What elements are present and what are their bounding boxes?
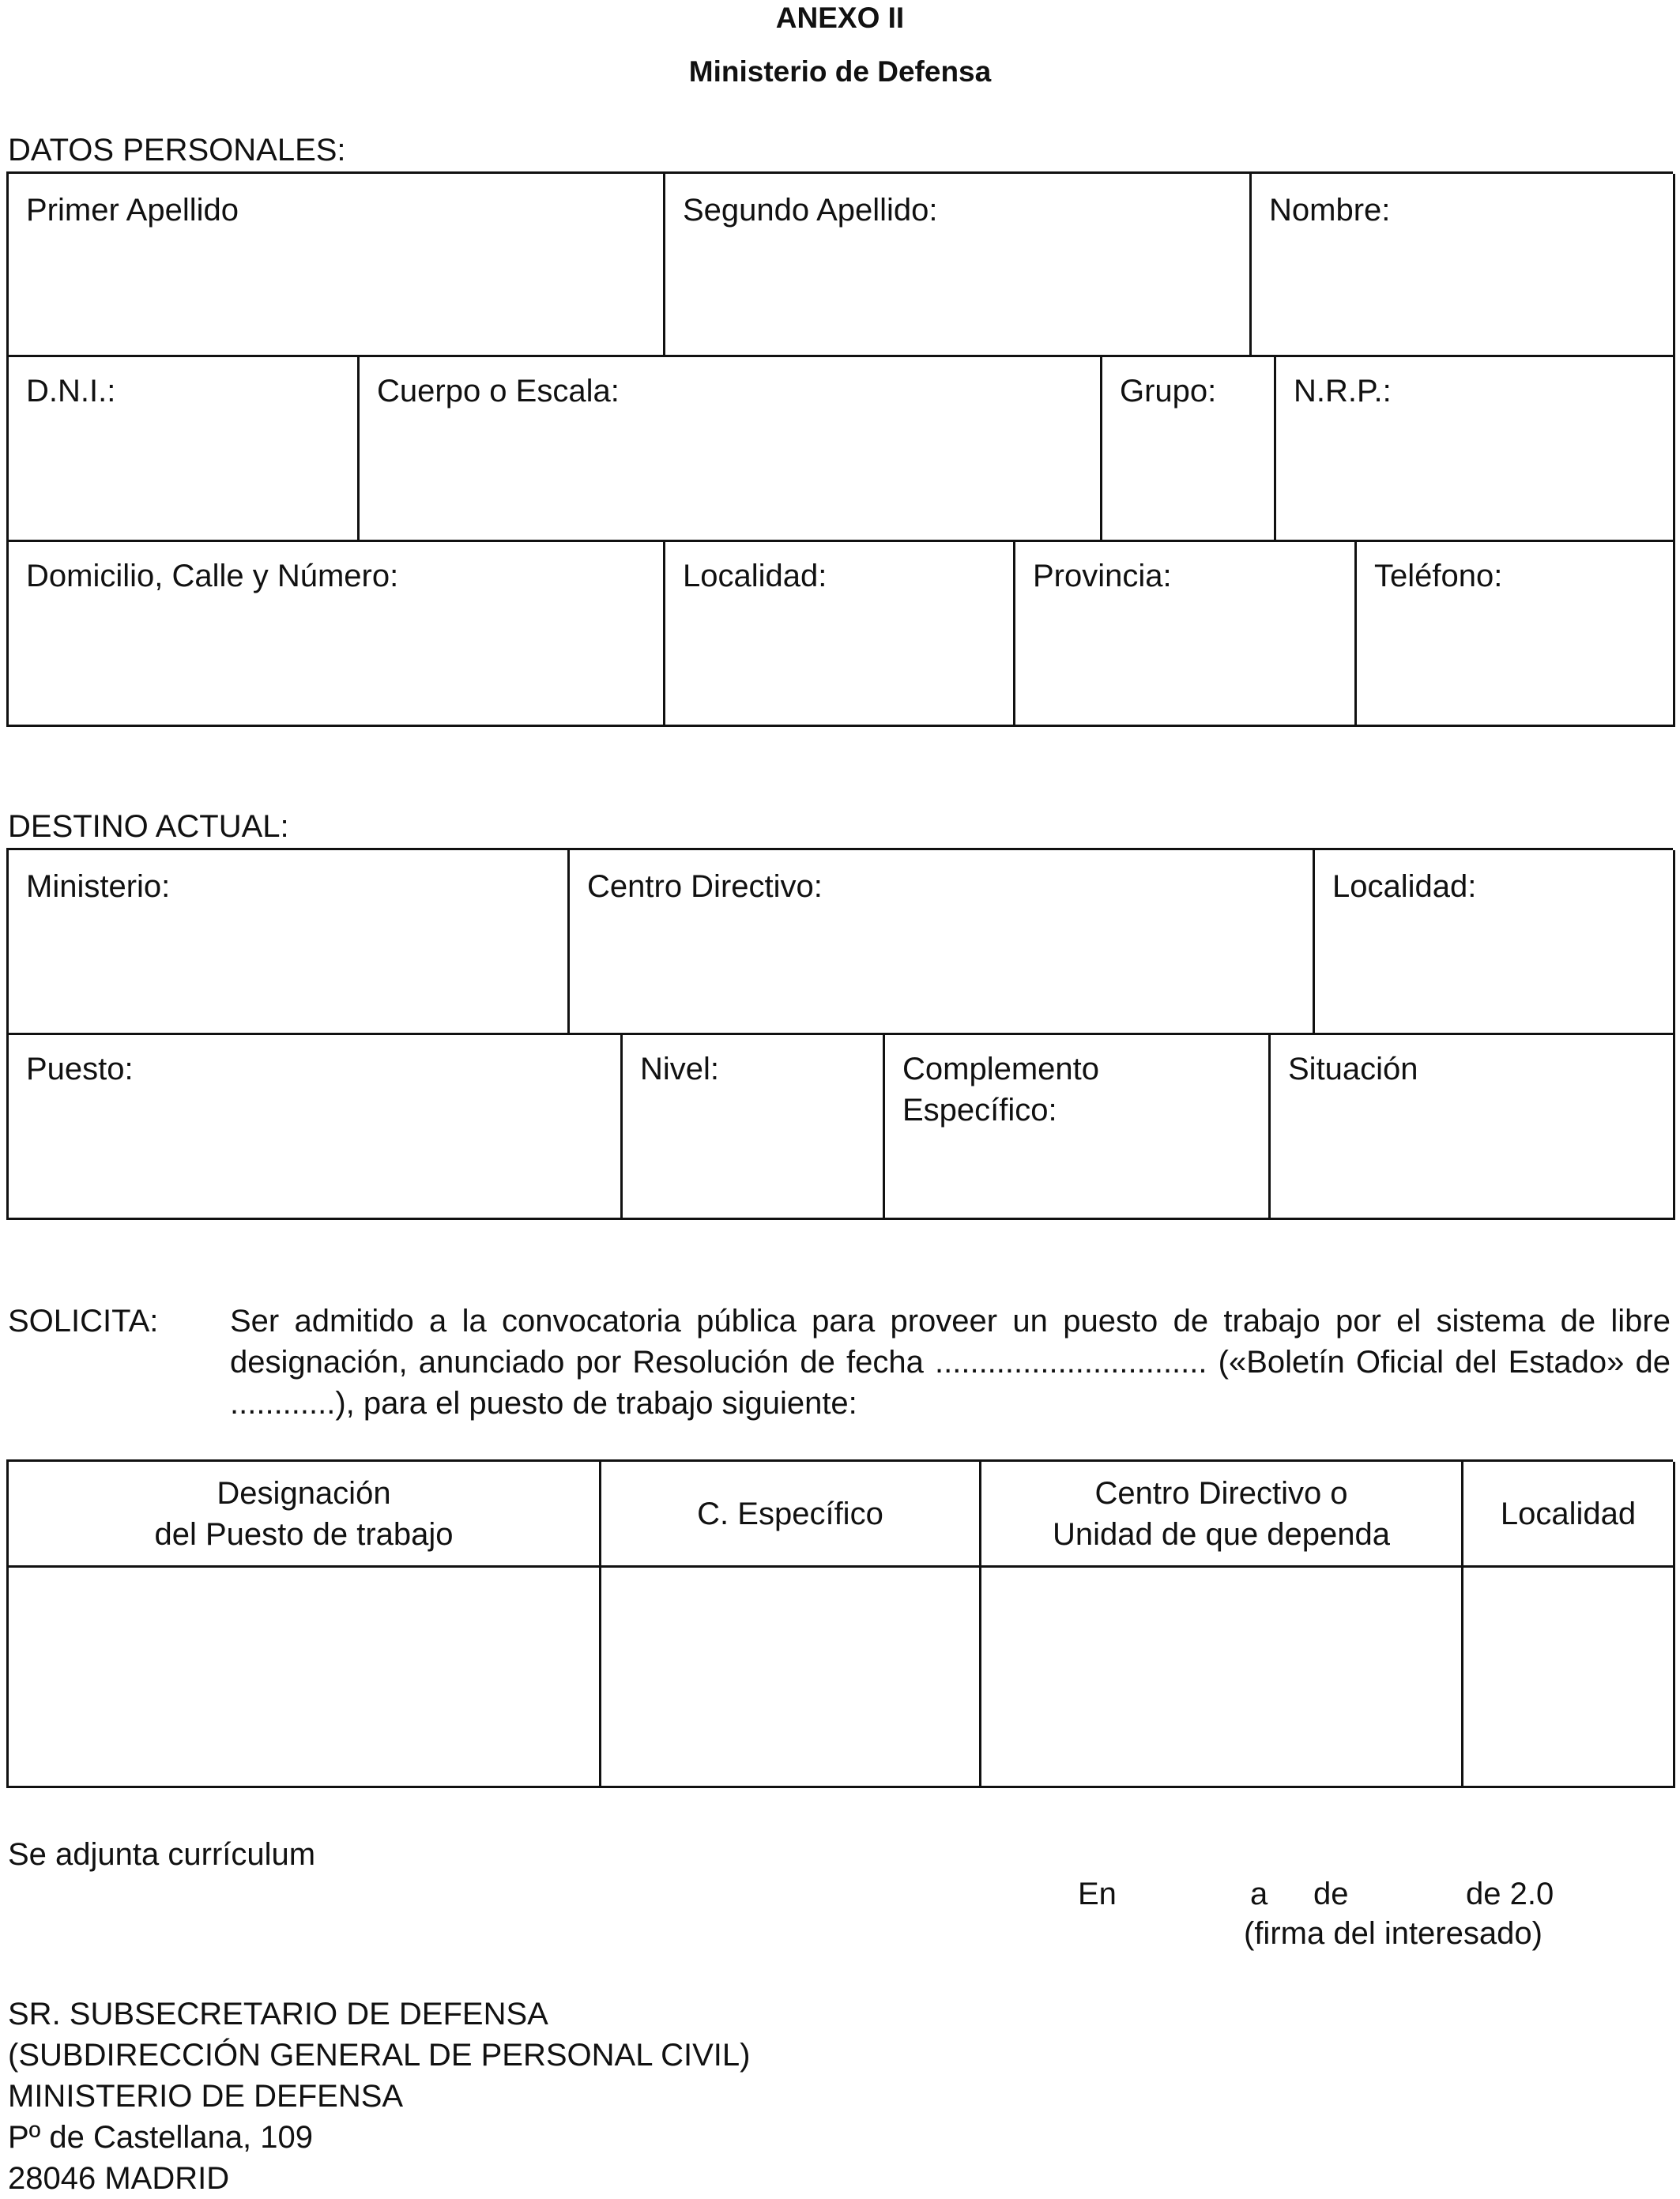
date-a: a	[1250, 1877, 1268, 1911]
field-provincia[interactable]: Provincia:	[1015, 540, 1357, 727]
datos-personales-heading: DATOS PERSONALES:	[8, 133, 346, 168]
field-puesto[interactable]: Puesto:	[9, 1033, 623, 1220]
field-telefono[interactable]: Teléfono:	[1357, 540, 1675, 727]
table-cell-designacion[interactable]	[9, 1568, 601, 1788]
field-complemento-especifico[interactable]: Complemento Específico:	[885, 1033, 1271, 1220]
field-primer-apellido[interactable]: Primer Apellido	[9, 174, 665, 357]
table-header-c-especifico: C. Específico	[601, 1462, 981, 1568]
annex-title: ANEXO II	[775, 2, 905, 34]
date-en: En	[1078, 1877, 1117, 1911]
table-cell-centro-directivo[interactable]	[981, 1568, 1463, 1788]
datos-personales-row3	[6, 540, 1673, 727]
puesto-table	[6, 1459, 1673, 1788]
address-line: SR. SUBSECRETARIO DE DEFENSA	[8, 1997, 548, 2031]
field-destino-localidad[interactable]: Localidad:	[1315, 850, 1675, 1035]
field-dni[interactable]: D.N.I.:	[9, 355, 360, 542]
destino-actual-row2	[6, 1033, 1673, 1220]
field-centro-directivo[interactable]: Centro Directivo:	[570, 850, 1315, 1035]
field-situacion[interactable]: Situación	[1271, 1033, 1675, 1220]
field-localidad[interactable]: Localidad:	[665, 540, 1015, 727]
address-line: (SUBDIRECCIÓN GENERAL DE PERSONAL CIVIL)	[8, 2038, 751, 2073]
address-line: Pº de Castellana, 109	[8, 2120, 313, 2155]
address-block	[8, 1994, 750, 2199]
signature-label: (firma del interesado)	[1244, 1916, 1543, 1951]
field-ministerio[interactable]: Ministerio:	[9, 850, 570, 1035]
destino-actual-heading: DESTINO ACTUAL:	[8, 809, 289, 844]
date-de: de	[1313, 1877, 1349, 1911]
curriculum-note: Se adjunta currículum	[8, 1837, 316, 1872]
field-nivel[interactable]: Nivel:	[623, 1033, 885, 1220]
field-cuerpo-escala[interactable]: Cuerpo o Escala:	[360, 355, 1102, 542]
address-line: 28046 MADRID	[8, 2161, 230, 2196]
table-header-localidad: Localidad	[1463, 1462, 1675, 1568]
table-header-designacion: Designación del Puesto de trabajo	[9, 1462, 601, 1568]
field-domicilio[interactable]: Domicilio, Calle y Número:	[9, 540, 665, 727]
solicita-text: Ser admitido a la convocatoria pública para proveer un puesto de trabajo por el sistema de libre designación, anunciado por Resolución de fecha ............................... («Boletín Oficial del Estado» de ............), para el puesto de trabajo siguiente:	[230, 1304, 1671, 1421]
datos-personales-row1	[6, 171, 1673, 357]
date-year: de 2.0	[1466, 1877, 1554, 1911]
datos-personales-row2	[6, 355, 1673, 542]
table-cell-localidad[interactable]	[1463, 1568, 1675, 1788]
table-header-centro-directivo: Centro Directivo o Unidad de que dependa	[981, 1462, 1463, 1568]
field-segundo-apellido[interactable]: Segundo Apellido:	[665, 174, 1252, 357]
ministry-title: Ministerio de Defensa	[688, 55, 992, 88]
field-nombre[interactable]: Nombre:	[1252, 174, 1675, 357]
solicita-label: SOLICITA:	[8, 1304, 159, 1339]
destino-actual-row1	[6, 848, 1673, 1035]
table-cell-c-especifico[interactable]	[601, 1568, 981, 1788]
field-nrp[interactable]: N.R.P.:	[1276, 355, 1675, 542]
field-grupo[interactable]: Grupo:	[1102, 355, 1276, 542]
address-line: MINISTERIO DE DEFENSA	[8, 2079, 404, 2114]
